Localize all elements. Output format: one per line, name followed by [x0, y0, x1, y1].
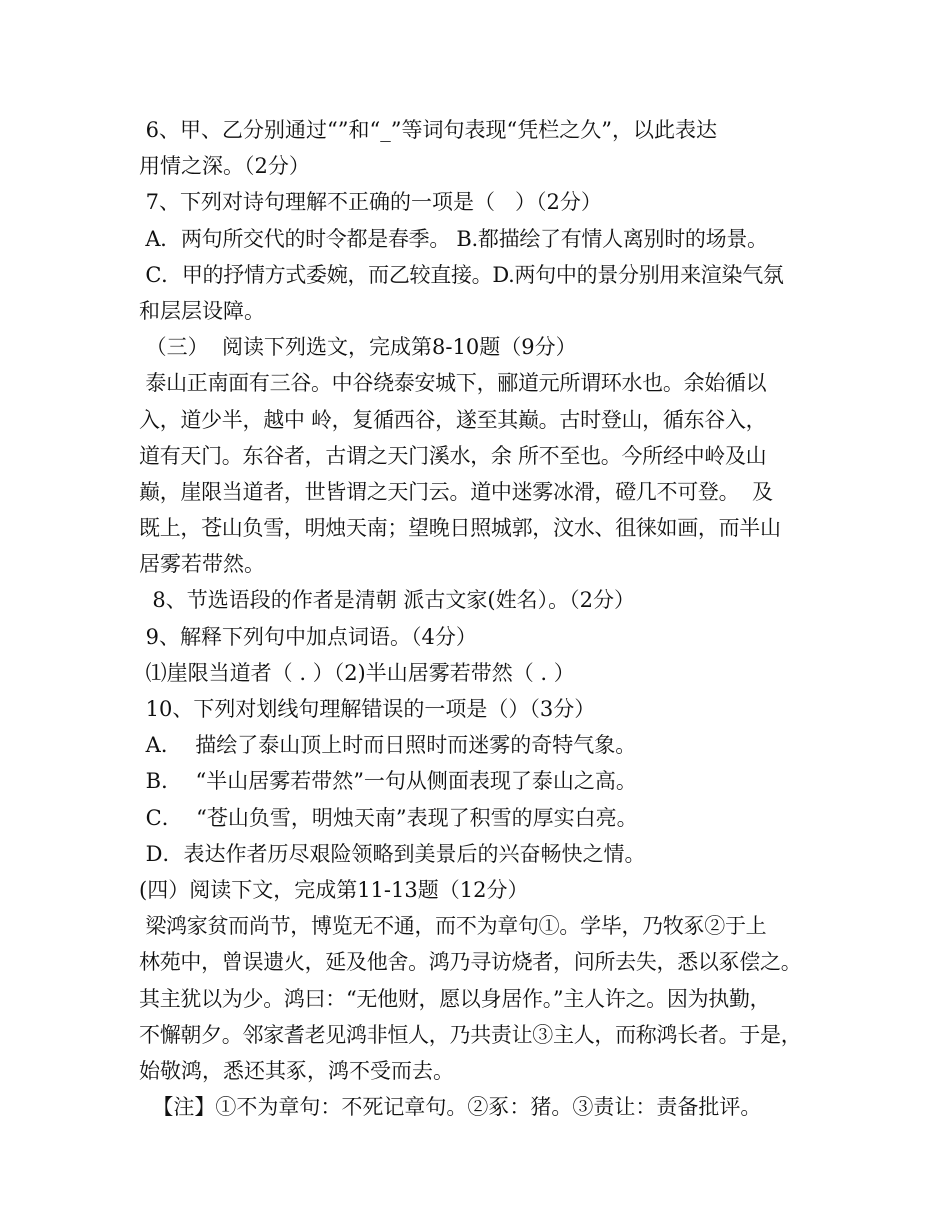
- passage-4-line-2: 林苑中，曾误遗火，延及他舍。鸿乃寻访烧者，问所去失，悉以豖偿之。: [139, 950, 802, 975]
- question-10-option-a: A． 描绘了泰山顶上时而日照时而迷雾的奇特气象。: [139, 733, 637, 758]
- passage-3-line-6: 居雾若带然。: [139, 552, 265, 577]
- question-9-items: ⑴崖限当道者（ . ）（2)半山居雾若带然（ . ）: [139, 660, 575, 685]
- question-7-options-d-cont: 和层层设障。: [139, 298, 265, 323]
- question-6-line-2: 用情之深。（2分）: [139, 154, 310, 179]
- passage-4-line-1: 梁鸿家贫而尚节，博览无不通，而不为章句①。学毕，乃牧豖②于上: [139, 914, 767, 939]
- question-10-option-b: B． “半山居雾若带然”一句从侧面表现了泰山之高。: [139, 769, 637, 794]
- passage-4-line-3: 其主犹以为少。鸿曰：“无他财，愿以身居作。”主人许之。因为执勤，: [139, 986, 771, 1011]
- question-10: 10、下列对划线句理解错误的一项是（）（3分）: [139, 697, 596, 721]
- passage-3-line-3: 道有天门。东谷者，古谓之天门溪水，余 所不至也。今所经中岭及山: [139, 443, 767, 468]
- question-8: 8、节选语段的作者是清朝 派古文家(姓名）。（2分）: [139, 588, 635, 613]
- document-body: [139, 112, 829, 1125]
- passage-3-line-4: 巅，崖限当道者，世皆谓之天门云。道中迷雾冰滑，磴几不可登。 及: [139, 479, 773, 504]
- section-3-heading: （三） 阅读下列选文，完成第8-10题（9分）: [139, 335, 577, 360]
- question-10-option-c: C． “苍山负雪，明烛天南”表现了积雪的厚实白亮。: [139, 805, 638, 830]
- question-9: 9、解释下列句中加点词语。（4分）: [139, 624, 477, 649]
- passage-3-line-1: 泰山正南面有三谷。中谷绕泰安城下，郦道元所谓环水也。余始循以: [139, 371, 767, 396]
- passage-3-line-2: 入，道少半，越中 岭，复循西谷，遂至其巅。古时登山，循东谷入，: [139, 407, 767, 432]
- annotation-note: 【注】①不为章句：不死记章句。②豖：猪。③责让：责备批评。: [139, 1095, 762, 1120]
- passage-3-line-5: 既上，苍山负雪，明烛天南；望晚日照城郭，汶水、徂徕如画，而半山: [139, 516, 781, 541]
- question-7: 7、下列对诗句理解不正确的一项是（ ）（2分）: [139, 190, 602, 215]
- question-7-options-a-b: A．两句所交代的时令都是春季。 B.都描绘了有情人离别时的场景。: [139, 226, 768, 251]
- question-7-options-c-d: C．甲的抒情方式委婉，而乙较直接。D.两句中的景分别用来渲染气氛: [139, 262, 784, 287]
- passage-4-line-5: 始敬鸿，悉还其豖，鸿不受而去。: [139, 1058, 454, 1083]
- section-4-heading: (四）阅读下文，完成第11-13题（12分）: [139, 877, 529, 902]
- passage-4-line-4: 不懈朝夕。邻家耆老见鸿非恒人，乃共责让③主人，而称鸿长者。于是，: [139, 1022, 802, 1047]
- question-6-line-1: 6、甲、乙分别通过“”和“_”等词句表现“凭栏之久”，以此表达: [139, 118, 717, 142]
- question-10-option-d: D．表达作者历尽艰险领略到美景后的兴奋畅快之情。: [139, 841, 646, 866]
